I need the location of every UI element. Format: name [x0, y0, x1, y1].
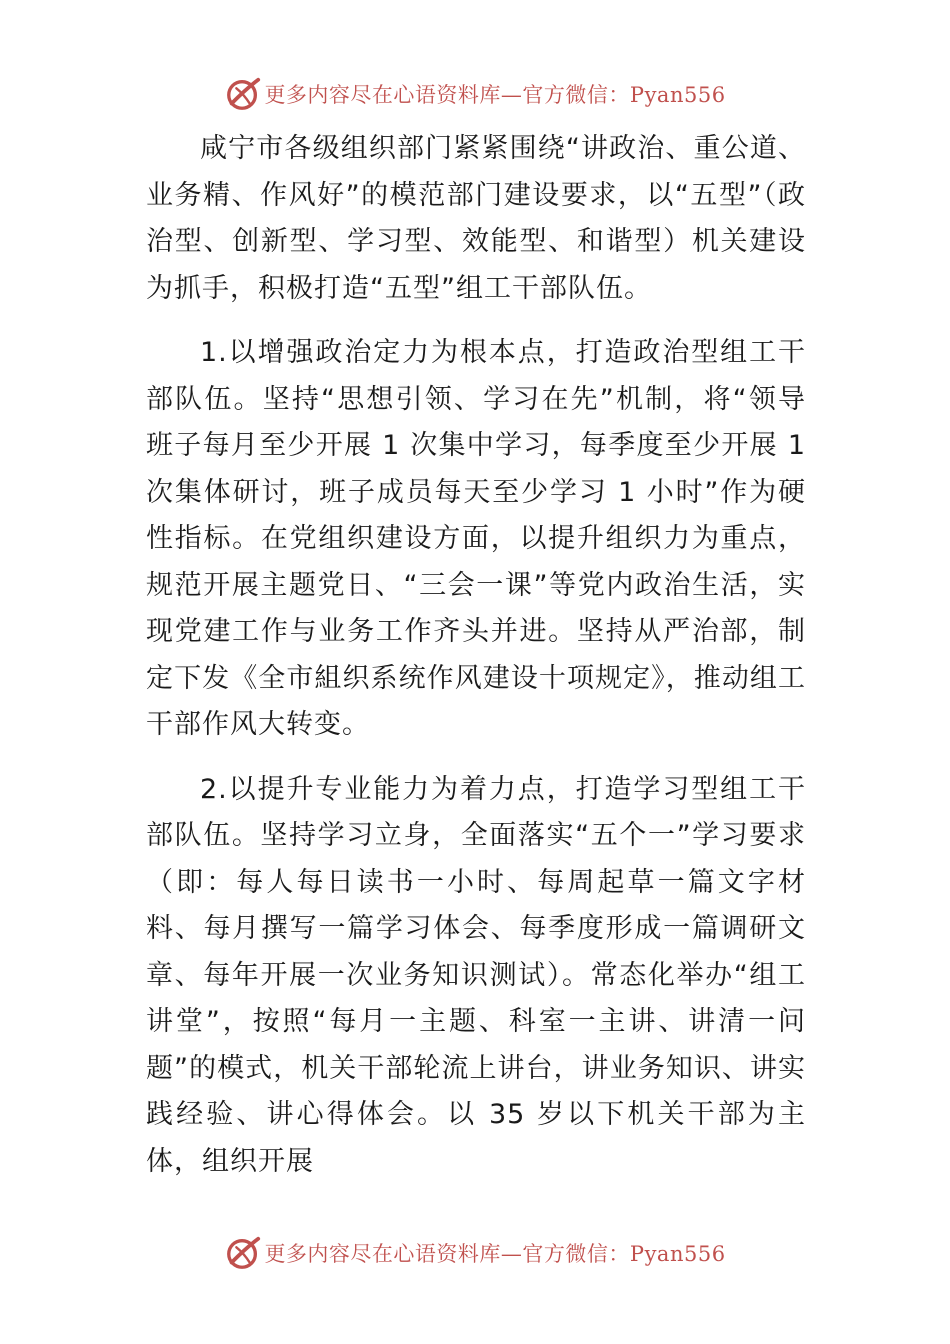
footer-banner-text: 更多内容尽在心语资料库—官方微信：Pyan556	[264, 1242, 726, 1266]
header-banner-text: 更多内容尽在心语资料库—官方微信：Pyan556	[264, 83, 726, 107]
document-body	[146, 126, 806, 1201]
red-brush-logo-icon	[224, 75, 262, 113]
footer-banner	[0, 1231, 950, 1275]
red-brush-logo-icon	[224, 1234, 262, 1272]
paragraph-item-2: 2.以提升专业能力为着力点，打造学习型组工干部队伍。坚持学习立身，全面落实“五个一”学习要求（即：每人每日读书一小时、每周起草一篇文字材料、每月撰写一篇学习体会、每季度形成一篇调研文章、每年开展一次业务知识测试）。常态化举办“组工讲堂”，按照“每月一主题、科室一主讲、讲清一问题”的模式，机关干部轮流上讲台，讲业务知识、讲实践经验、讲心得体会。以 35 岁以下机关干部为主体，组织开展	[146, 773, 806, 1177]
header-banner	[0, 72, 950, 116]
paragraph-intro: 咸宁市各级组织部门紧紧围绕“讲政治、重公道、业务精、作风好”的模范部门建设要求，以“五型”（政治型、创新型、学习型、效能型、和谐型）机关建设为抓手，积极打造“五型”组工干部队伍。	[146, 133, 806, 304]
paragraph-item-1: 1.以增强政治定力为根本点，打造政治型组工干部队伍。坚持“思想引领、学习在先”机制，将“领导班子每月至少开展 1 次集中学习，每季度至少开展 1 次集体研讨，班子成员每天至少学习 1 小时”作为硬性指标。在党组织建设方面，以提升组织力为重点，规范开展主题党日、“三会一课”等党内政治生活，实现党建工作与业务工作齐头并进。坚持从严治部，制定下发《全市組织系统作风建设十项规定》，推动组工干部作风大转变。	[146, 337, 806, 740]
